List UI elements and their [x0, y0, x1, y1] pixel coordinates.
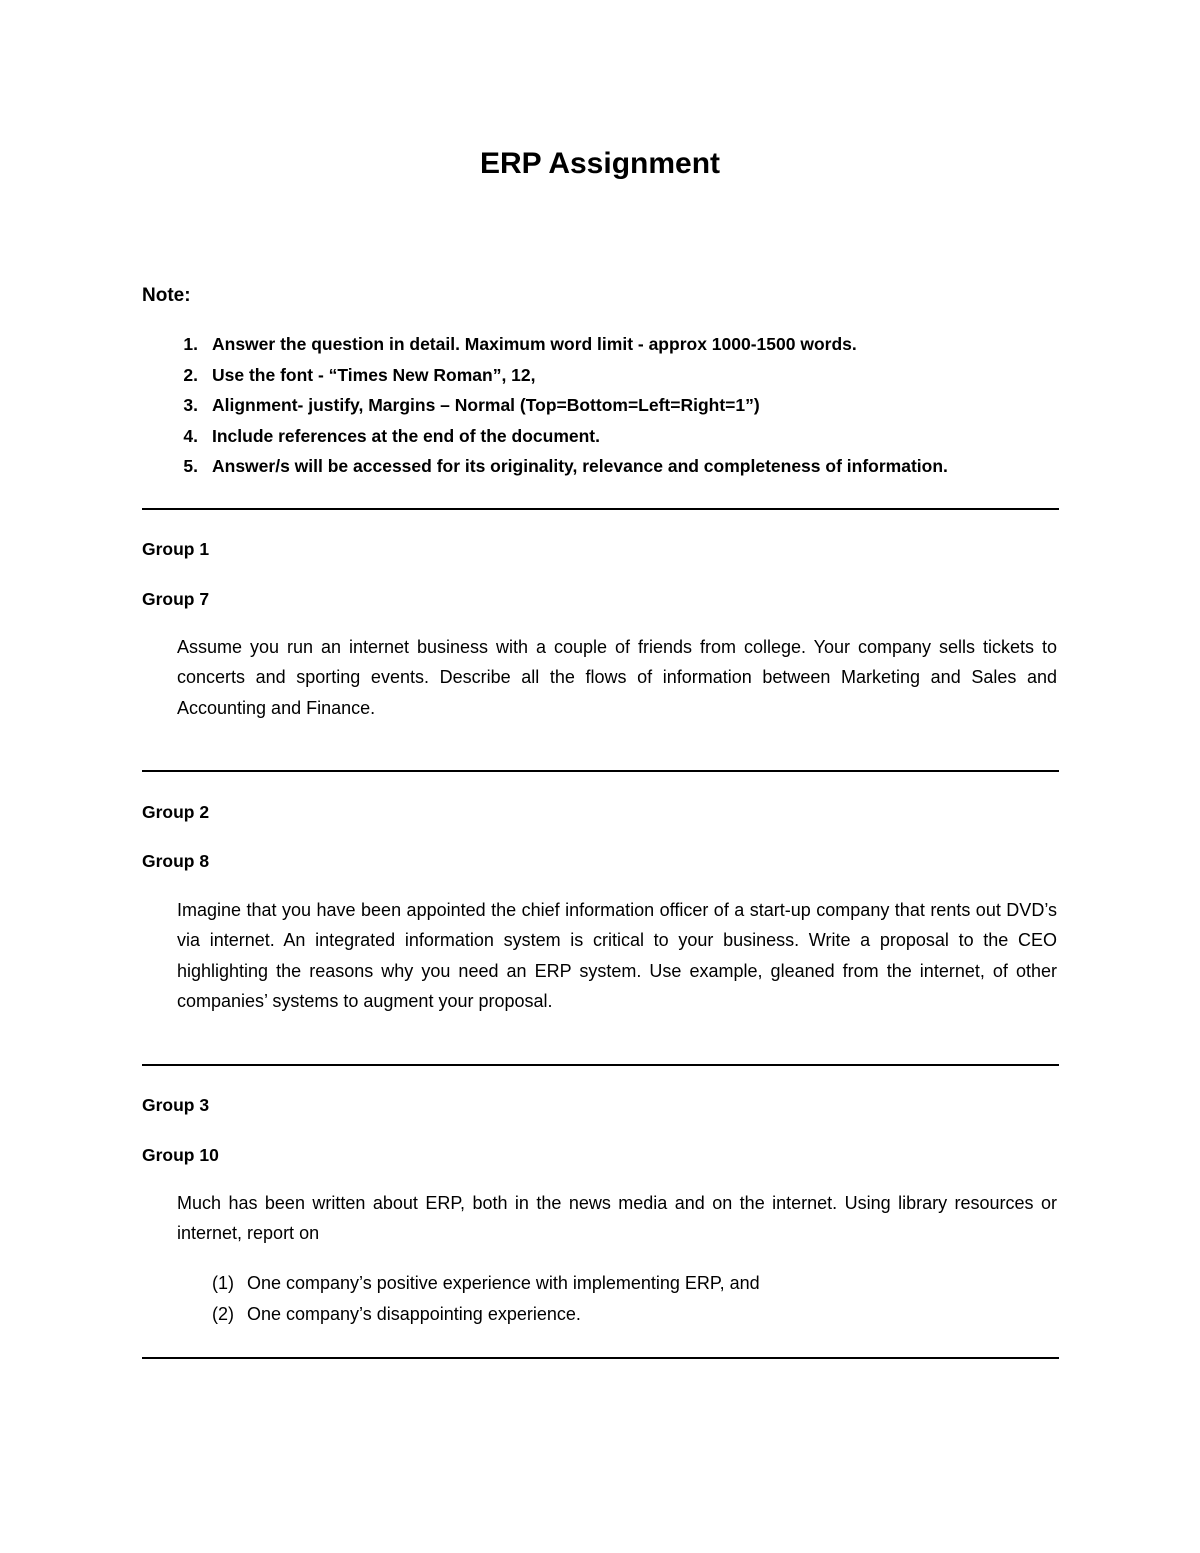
list-item-text: One company’s disappointing experience.	[247, 1304, 581, 1324]
note-text: Alignment- justify, Margins – Normal (Top=Bottom=Left=Right=1”)	[212, 395, 760, 415]
note-text: Answer the question in detail. Maximum word limit - approx 1000-1500 words.	[212, 334, 857, 354]
note-number: 5.	[183, 456, 198, 476]
group-label: Group 10	[142, 1145, 219, 1165]
note-number: 4.	[183, 425, 198, 446]
section-divider	[142, 1064, 1059, 1066]
note-item	[142, 362, 1062, 393]
group-label: Group 3	[142, 1095, 210, 1115]
group-label: Group 8	[142, 851, 210, 871]
note-list	[142, 331, 1062, 484]
section-divider	[142, 1357, 1059, 1359]
group-label: Group 1	[142, 539, 210, 559]
list-item	[212, 1301, 1012, 1332]
note-item	[142, 392, 1062, 423]
section-divider	[142, 508, 1059, 510]
group-label: Group 2	[142, 802, 210, 822]
note-text: Answer/s will be accessed for its originality, relevance and completeness of information.	[212, 456, 948, 476]
note-label: Note:	[142, 285, 191, 306]
question-text: Imagine that you have been appointed the chief information officer of a start-up company that rents out DVD’s via internet. An integrated information system is critical to your business. Write a proposal to the CEO highlighting the reasons why you need an ERP system. Use example, gleaned from the internet, of other companies’ systems to augment your proposal.	[177, 900, 1057, 1011]
note-item	[142, 453, 1062, 484]
document-title: ERP Assignment	[479, 147, 721, 180]
question-text: Assume you run an internet business with a couple of friends from college. Your company sells tickets to concerts and sporting events. Describe all the flows of information between Marketing and Sales and Accounting and Finance.	[177, 637, 1057, 718]
list-item-text: One company’s positive experience with implementing ERP, and	[247, 1273, 760, 1293]
note-number: 1.	[183, 334, 198, 354]
note-item	[142, 423, 1062, 454]
list-item-number: (2)	[212, 1304, 234, 1324]
note-item	[142, 331, 1062, 362]
section-divider	[142, 770, 1059, 772]
note-text: Include references at the end of the document.	[212, 425, 600, 446]
note-number: 3.	[183, 395, 198, 415]
group-label: Group 7	[142, 589, 210, 609]
question-text: Much has been written about ERP, both in the news media and on the internet. Using library resources or internet, report on	[177, 1193, 1057, 1244]
list-item	[212, 1270, 1012, 1301]
list-item-number: (1)	[212, 1273, 234, 1293]
report-items-list	[212, 1270, 1012, 1332]
note-text: Use the font - “Times New Roman”, 12,	[212, 364, 536, 385]
note-number: 2.	[183, 364, 198, 385]
